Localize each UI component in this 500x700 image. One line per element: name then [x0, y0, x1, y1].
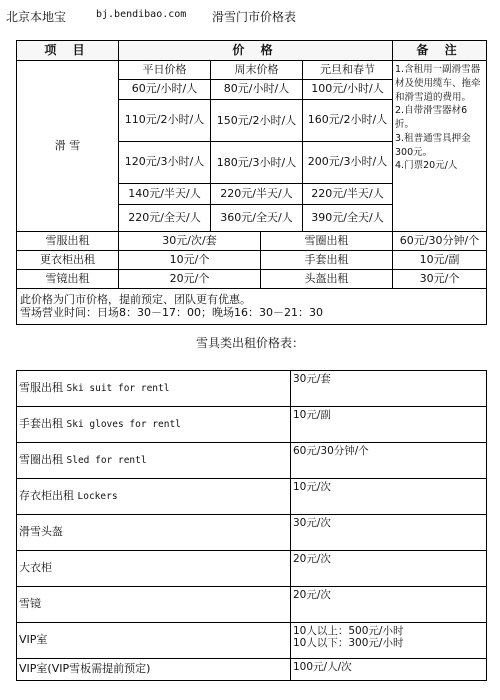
rental-price: 10元/个	[119, 251, 261, 270]
rental-item: 滑雪头盔	[17, 515, 291, 551]
rental-value: 60元/30分钟/个	[291, 443, 487, 479]
ski-label: 滑 雪	[17, 61, 119, 232]
page-title: 滑雪门市价格表	[212, 10, 297, 24]
rental-price: 10元/副	[393, 251, 487, 270]
price-cell: 200元/3小时/人	[303, 142, 393, 184]
item-en: Sled for rentl	[66, 455, 147, 467]
header-note: 备 注	[393, 41, 487, 61]
ski-price-table	[16, 40, 487, 325]
item-cn: 雪服出租	[19, 381, 63, 395]
rental-subtitle: 雪具类出租价格表：	[195, 336, 304, 350]
notes-cell	[393, 61, 487, 232]
rental-value: 10元/副	[291, 407, 487, 443]
price-cell: 160元/2小时/人	[303, 100, 393, 142]
vip-price-large: 10人以上：500元/小时	[293, 625, 404, 637]
sub-weekday: 平日价格	[119, 61, 211, 80]
price-cell: 120元/3小时/人	[119, 142, 211, 184]
rental-value: 30元/次	[291, 515, 487, 551]
rental-name: 更衣柜出租	[17, 251, 119, 270]
price-cell: 180元/3小时/人	[211, 142, 303, 184]
rental-value	[291, 623, 487, 659]
header-price: 价 格	[119, 41, 393, 61]
rental-price: 60元/30分钟/个	[393, 232, 487, 251]
rental-item: 雪镜	[17, 587, 291, 623]
rental-price: 30元/次/套	[119, 232, 261, 251]
item-en: Lockers	[77, 491, 118, 503]
rental-price: 20元/个	[119, 270, 261, 289]
price-cell: 110元/2小时/人	[119, 100, 211, 142]
item-cn: 雪圈出租	[19, 453, 63, 467]
price-cell: 140元/半天/人	[119, 184, 211, 205]
price-cell: 390元/全天/人	[303, 205, 393, 232]
note-2: 2.自带滑雪器材6折。	[395, 105, 468, 131]
header-item: 项 目	[17, 41, 119, 61]
rental-price-table	[16, 370, 487, 681]
sub-weekend: 周末价格	[211, 61, 303, 80]
note-3: 3.租普通雪具押金300元。	[395, 132, 471, 158]
price-cell: 100元/小时/人	[303, 80, 393, 100]
rental-value: 20元/次	[291, 587, 487, 623]
price-cell: 220元/半天/人	[303, 184, 393, 205]
price-cell: 60元/小时/人	[119, 80, 211, 100]
rental-name: 雪服出租	[17, 232, 119, 251]
note-1: 1.含租用一副滑雪器材及使用缆车、拖牵和滑雪道的费用。	[395, 64, 481, 103]
footnote-cell	[17, 289, 487, 325]
price-cell: 80元/小时/人	[211, 80, 303, 100]
rental-item	[17, 443, 291, 479]
price-cell: 360元/全天/人	[211, 205, 303, 232]
rental-value: 20元/次	[291, 551, 487, 587]
footnote-discount: 此价格为门市价格，提前预定、团队更有优惠。	[20, 292, 251, 306]
page-header	[6, 6, 496, 28]
rental-item: VIP室	[17, 623, 291, 659]
site-name: 北京本地宝	[6, 10, 67, 24]
rental-value: 10元/次	[291, 479, 487, 515]
rental-item	[17, 407, 291, 443]
item-en: Ski gloves for rentl	[66, 419, 181, 431]
vip-price-small: 10人以下：300元/小时	[293, 637, 404, 650]
rental-price: 30元/个	[393, 270, 487, 289]
rental-name: 雪圈出租	[261, 232, 393, 251]
rental-item: VIP室(VIP雪板需提前预定)	[17, 659, 291, 681]
price-cell: 220元/全天/人	[119, 205, 211, 232]
rental-name: 雪镜出租	[17, 270, 119, 289]
item-cn: 存衣柜出租	[19, 489, 74, 503]
rental-item	[17, 371, 291, 407]
note-4: 4.门票20元/人	[395, 160, 458, 172]
rental-item	[17, 479, 291, 515]
item-cn: 手套出租	[19, 417, 63, 431]
rental-item: 大衣柜	[17, 551, 291, 587]
price-cell: 150元/2小时/人	[211, 100, 303, 142]
price-cell: 220元/半天/人	[211, 184, 303, 205]
sub-holiday: 元旦和春节	[303, 61, 393, 80]
rental-name: 手套出租	[261, 251, 393, 270]
rental-value: 100元/人/次	[291, 659, 487, 681]
item-en: Ski suit for rentl	[66, 383, 170, 395]
rental-value: 30元/套	[291, 371, 487, 407]
rental-name: 头盔出租	[261, 270, 393, 289]
site-url[interactable]: bj.bendibao.com	[96, 9, 187, 20]
footnote-hours: 雪场营业时间：日场8：30－17：00；晚场16：30－21：30	[20, 305, 323, 319]
